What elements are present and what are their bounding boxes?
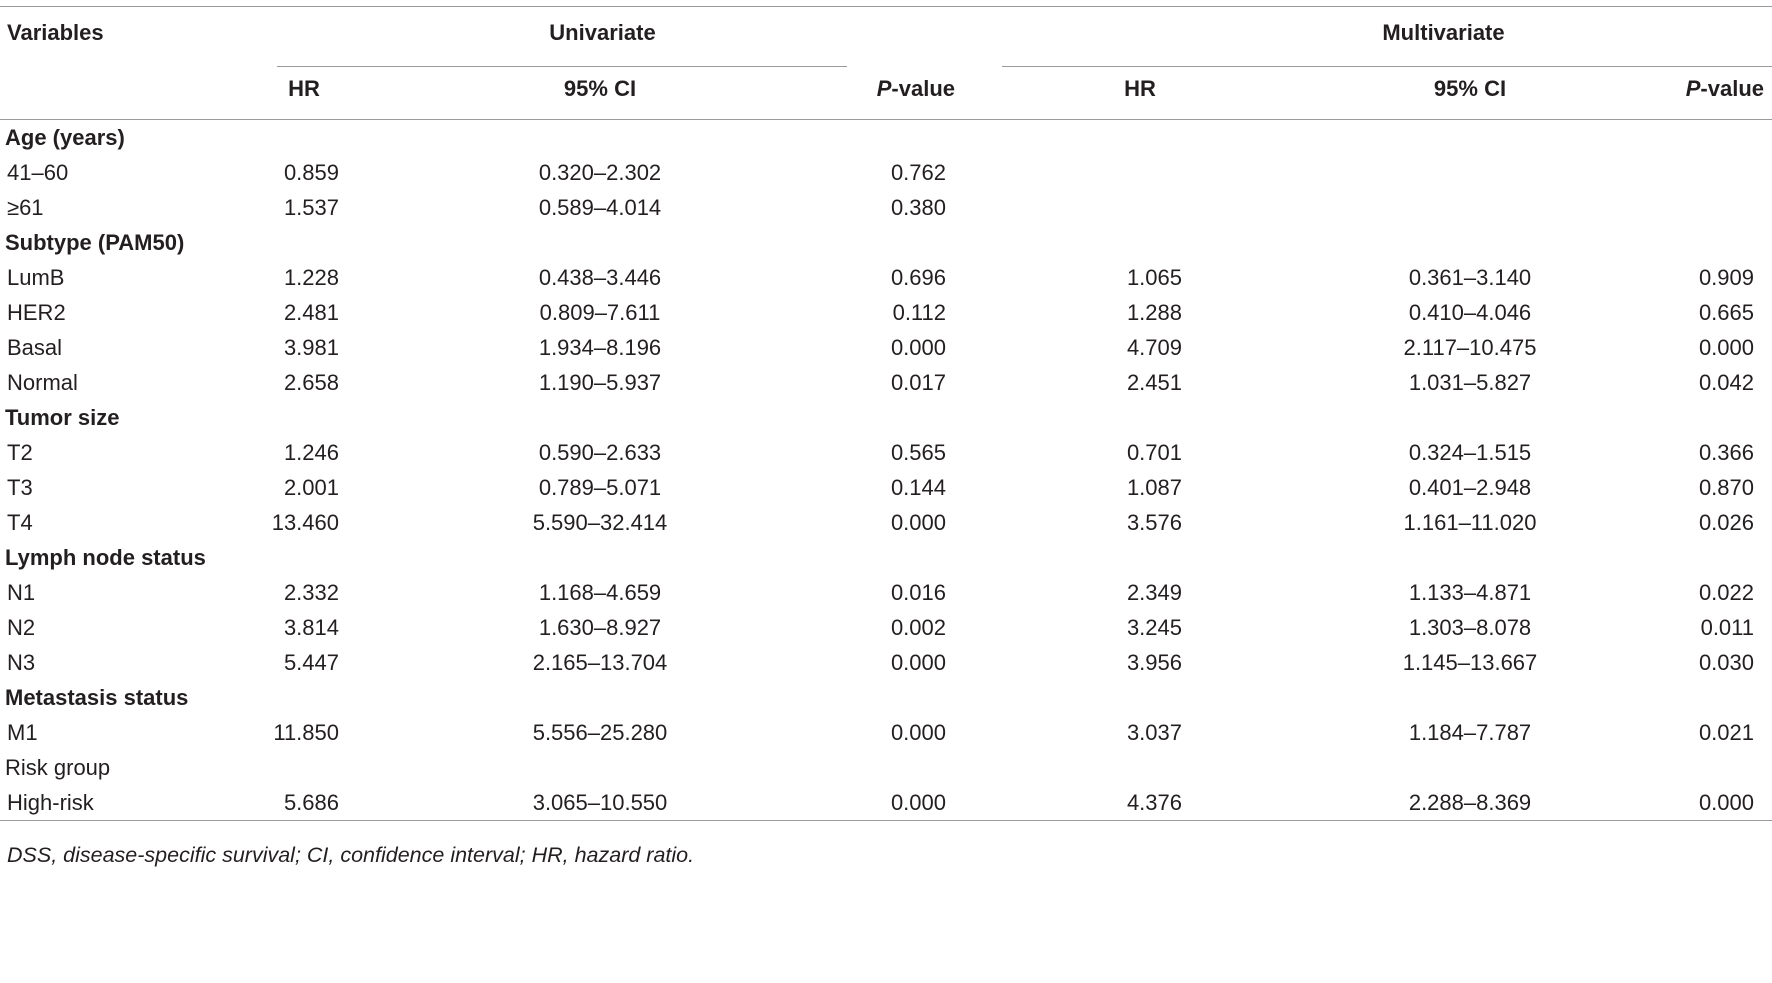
section-row [0, 225, 1772, 260]
column-gap [955, 435, 1115, 470]
multivariate-pvalue: 0.022 [1698, 579, 1754, 605]
univariate-ci: 1.934–8.196 [538, 334, 662, 360]
multivariate-pvalue: 0.030 [1698, 649, 1754, 675]
univariate-pvalue: 0.565 [890, 439, 946, 465]
table-row [0, 470, 1772, 505]
table-footnote: DSS, disease-specific survival; CI, confidence interval; HR, hazard ratio. [7, 843, 695, 867]
multivariate-ci: 2.288–8.369 [1325, 785, 1615, 821]
univariate-pvalue: 0.002 [890, 614, 946, 640]
multivariate-pvalue: 0.000 [1615, 785, 1772, 821]
variable-level: T3 [7, 474, 33, 500]
table-row [0, 330, 1772, 365]
variable-level: LumB [7, 264, 65, 290]
column-gap [955, 645, 1115, 680]
univariate-hr: 2.658 [283, 369, 339, 395]
multivariate-pvalue: 0.021 [1698, 719, 1754, 745]
variable-level: Normal [7, 369, 78, 395]
section-row [0, 120, 1772, 156]
table-row [0, 505, 1772, 540]
univariate-ci: 0.320–2.302 [538, 159, 662, 185]
univariate-pvalue: 0.696 [890, 264, 946, 290]
multivariate-pvalue: 0.042 [1698, 369, 1754, 395]
multivariate-pvalue: 0.026 [1698, 509, 1754, 535]
multivariate-ci: 1.145–13.667 [1402, 649, 1538, 675]
multivariate-hr: 1.288 [1126, 299, 1182, 325]
variable-section-heading: Lymph node status [5, 544, 206, 570]
multivariate-ci: 1.161–11.020 [1403, 509, 1537, 535]
univariate-hr: 1.228 [283, 264, 339, 290]
univariate-pvalue: 0.112 [892, 299, 946, 325]
header-pvalue-multivariate [1615, 59, 1772, 120]
variable-level: N3 [7, 649, 36, 675]
multivariate-ci: 1.303–8.078 [1408, 614, 1532, 640]
column-gap [955, 190, 1115, 225]
section-row [0, 680, 1772, 715]
multivariate-ci: 2.117–10.475 [1403, 334, 1537, 360]
variable-level: M1 [7, 719, 38, 745]
multivariate-ci: 0.324–1.515 [1408, 439, 1532, 465]
univariate-hr: 11.850 [273, 719, 339, 745]
header-p-italic: P [876, 76, 892, 101]
variable-section-heading: Age (years) [5, 124, 125, 150]
header-multivariate-label: Multivariate [1382, 20, 1505, 45]
variable-section-heading: Subtype (PAM50) [5, 229, 185, 255]
multivariate-pvalue [1615, 190, 1772, 225]
column-gap [955, 365, 1115, 400]
column-gap [955, 330, 1115, 365]
multivariate-ci: 1.031–5.827 [1408, 369, 1532, 395]
univariate-ci: 1.168–4.659 [538, 579, 662, 605]
multivariate-ci [1325, 190, 1615, 225]
section-row [0, 540, 1772, 575]
multivariate-pvalue: 0.665 [1698, 299, 1754, 325]
multivariate-hr: 2.349 [1126, 579, 1182, 605]
column-gap [955, 470, 1115, 505]
multivariate-hr: 1.087 [1126, 474, 1182, 500]
univariate-pvalue: 0.144 [890, 474, 946, 500]
multivariate-hr: 4.376 [1115, 785, 1325, 821]
header-p-suffix: -value [1700, 76, 1764, 101]
univariate-pvalue: 0.017 [890, 369, 946, 395]
variable-level: T2 [7, 439, 33, 465]
table-row [0, 295, 1772, 330]
univariate-pvalue: 0.000 [890, 649, 946, 675]
univariate-ci: 0.789–5.071 [538, 474, 662, 500]
univariate-pvalue: 0.000 [890, 509, 946, 535]
column-gap [955, 610, 1115, 645]
header-hr-multivariate: HR [1124, 76, 1156, 101]
univariate-hr: 2.001 [283, 474, 339, 500]
univariate-hr: 13.460 [271, 509, 339, 535]
variable-level: N2 [7, 614, 36, 640]
univariate-hr: 2.481 [283, 299, 339, 325]
multivariate-hr: 3.037 [1126, 719, 1182, 745]
column-gap [955, 295, 1115, 330]
univariate-ci: 1.190–5.937 [538, 369, 662, 395]
multivariate-ci [1325, 155, 1615, 190]
header-univariate-label: Univariate [549, 20, 656, 45]
univariate-hr: 1.537 [283, 194, 339, 220]
univariate-hr: 3.981 [283, 334, 339, 360]
univariate-ci: 1.630–8.927 [538, 614, 662, 640]
table-row [0, 785, 1772, 821]
variable-level: HER2 [7, 299, 66, 325]
variable-level: T4 [7, 509, 33, 535]
table-row [0, 435, 1772, 470]
univariate-ci: 0.589–4.014 [538, 194, 662, 220]
table-row [0, 155, 1772, 190]
header-hr-univariate: HR [288, 76, 320, 101]
header-row-groups [0, 7, 1772, 59]
multivariate-hr: 3.576 [1126, 509, 1182, 535]
multivariate-pvalue: 0.000 [1698, 334, 1754, 360]
univariate-ci: 0.438–3.446 [538, 264, 662, 290]
header-row-columns [0, 59, 1772, 120]
header-pvalue-univariate [750, 59, 955, 120]
variable-level: ≥61 [7, 194, 44, 220]
univariate-ci: 0.590–2.633 [538, 439, 662, 465]
univariate-pvalue: 0.000 [890, 719, 946, 745]
header-p-italic: P [1685, 76, 1701, 101]
multivariate-pvalue: 0.366 [1698, 439, 1754, 465]
header-ci-univariate: 95% CI [563, 76, 637, 101]
univariate-pvalue: 0.762 [890, 159, 946, 185]
column-gap [955, 785, 1115, 821]
column-gap [955, 505, 1115, 540]
multivariate-hr: 2.451 [1126, 369, 1182, 395]
multivariate-ci: 1.184–7.787 [1408, 719, 1532, 745]
multivariate-hr: 3.956 [1126, 649, 1182, 675]
multivariate-ci: 0.361–3.140 [1408, 264, 1532, 290]
multivariate-pvalue: 0.870 [1698, 474, 1754, 500]
univariate-hr: 1.246 [283, 439, 339, 465]
section-row [0, 750, 1772, 785]
table-row [0, 575, 1772, 610]
multivariate-pvalue: 0.909 [1698, 264, 1754, 290]
column-gap [955, 575, 1115, 610]
univariate-hr: 5.686 [250, 785, 450, 821]
multivariate-underline [1002, 66, 1772, 67]
variable-section-heading: Metastasis status [5, 684, 189, 710]
table-row [0, 610, 1772, 645]
multivariate-pvalue: 0.011 [1700, 614, 1754, 640]
multivariate-hr: 4.709 [1126, 334, 1182, 360]
univariate-underline [277, 66, 847, 67]
column-gap [955, 155, 1115, 190]
multivariate-hr: 3.245 [1126, 614, 1182, 640]
column-gap [955, 715, 1115, 750]
variable-section-heading: Tumor size [5, 404, 120, 430]
table-row [0, 260, 1772, 295]
multivariate-hr: 0.701 [1126, 439, 1182, 465]
multivariate-hr [1115, 155, 1325, 190]
univariate-ci: 0.809–7.611 [539, 299, 661, 325]
multivariate-ci: 1.133–4.871 [1408, 579, 1532, 605]
table-row [0, 715, 1772, 750]
univariate-hr: 2.332 [283, 579, 339, 605]
univariate-ci: 5.590–32.414 [532, 509, 668, 535]
multivariate-hr [1115, 190, 1325, 225]
multivariate-pvalue [1615, 155, 1772, 190]
univariate-pvalue: 0.016 [890, 579, 946, 605]
variable-level: N1 [7, 579, 36, 605]
table-header [0, 7, 1772, 120]
header-ci-multivariate: 95% CI [1433, 76, 1507, 101]
multivariate-ci: 0.410–4.046 [1408, 299, 1532, 325]
univariate-hr: 0.859 [283, 159, 339, 185]
table-row [0, 365, 1772, 400]
header-p-suffix: -value [891, 76, 955, 101]
section-row [0, 400, 1772, 435]
results-table-container [0, 6, 1772, 821]
header-multivariate [1115, 7, 1772, 59]
header-variables: Variables [7, 20, 104, 45]
univariate-ci: 2.165–13.704 [532, 649, 668, 675]
table-row [0, 645, 1772, 680]
multivariate-hr: 1.065 [1126, 264, 1182, 290]
univariate-pvalue: 0.000 [890, 334, 946, 360]
univariate-hr: 3.814 [283, 614, 339, 640]
variable-section-heading: Risk group [5, 754, 111, 780]
table-body [0, 120, 1772, 821]
univariate-pvalue: 0.380 [890, 194, 946, 220]
univariate-pvalue: 0.000 [750, 785, 955, 821]
univariate-hr: 5.447 [283, 649, 339, 675]
variable-level: Basal [7, 334, 63, 360]
column-gap [955, 260, 1115, 295]
univariate-ci: 5.556–25.280 [532, 719, 668, 745]
univariate-ci: 3.065–10.550 [450, 785, 750, 821]
variable-level: 41–60 [7, 159, 69, 185]
cox-regression-table [0, 6, 1772, 821]
header-univariate [250, 7, 955, 59]
variable-level: High-risk [0, 785, 250, 821]
multivariate-ci: 0.401–2.948 [1408, 474, 1532, 500]
table-row [0, 190, 1772, 225]
